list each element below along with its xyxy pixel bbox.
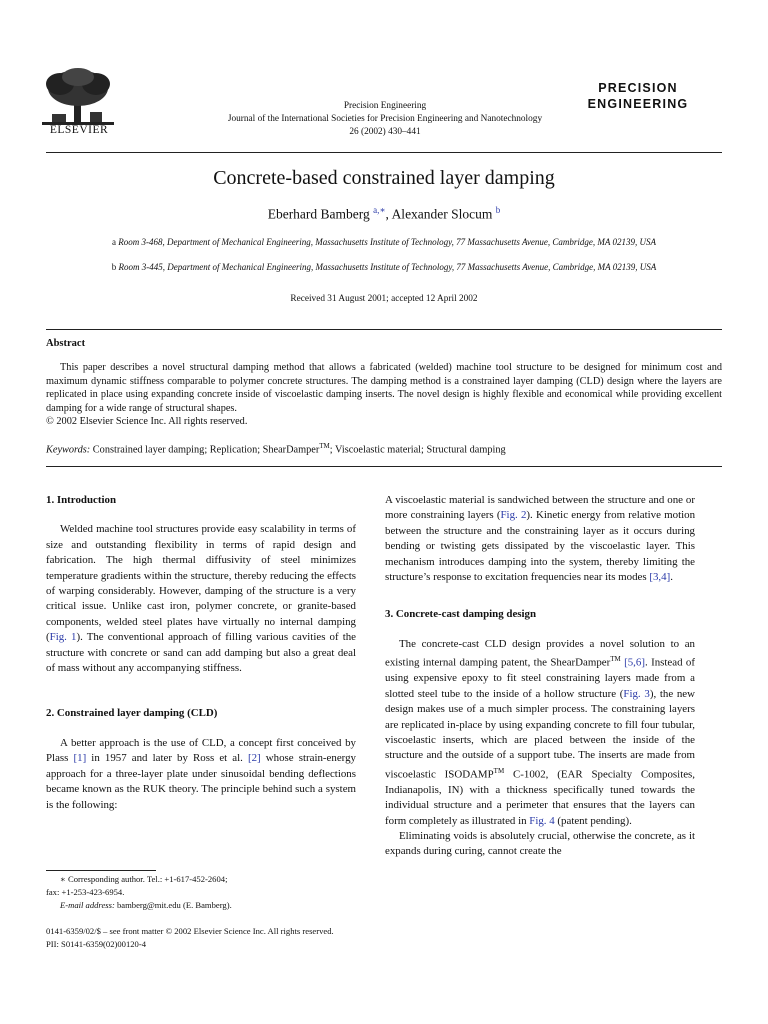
paragraph-text: ), the new design makes use of a much simpler process. The constraining layers are replicated in-place by using expanding concrete to fill four tubular, viscoelastic inserts, which are placed between the inside of the structure and the outside of a support tube. The inserts are made from viscoelastic ISODAMP [385, 687, 696, 781]
abstract-body [46, 361, 722, 429]
trademark-mark: TM [493, 766, 505, 775]
journal-brand [578, 80, 698, 112]
footnote-line: fax: +1-253-423-6954. [46, 887, 125, 897]
figure-link[interactable]: Fig. 4 [529, 814, 555, 827]
email-address[interactable]: bamberg@mit.edu (E. Bamberg). [114, 900, 232, 910]
paragraph-text: ). The conventional approach of filling various cavities of the structure with concrete or sand can add damping but also a great deal of mass without any accompanying stiffness. [46, 631, 357, 675]
paragraph-text: A viscoelastic material is sandwiched between the structure and one or more constraining layers ( [385, 494, 695, 522]
footnote-email-line [46, 899, 356, 912]
figure-link[interactable]: Fig. 2 [500, 509, 527, 522]
affiliation-b [110, 261, 658, 274]
author-name: Alexander Slocum [391, 206, 493, 222]
author-name: Eberhard Bamberg [267, 206, 370, 222]
author-affil-link[interactable]: b [495, 205, 501, 215]
paragraph-text: whose strain-energy approach for a three-layer plate under sinusoidal bending deflections became known as the RUK theory. The principle behind such a system is the following: [46, 752, 356, 811]
pii-line: PII: S0141-6359(02)00120-4 [46, 938, 147, 949]
keywords-text: Constrained layer damping; Replication; ShearDamper [90, 444, 320, 456]
abstract-text: This paper describes a novel structural damping method that allows a fabricated (welded) machine tool structure to be designed for minimum cost and maximum dynamic stiffness comparable to polymer concrete structures. The damping method is a constrained layer damping (CLD) design where the layers are replicated in place using expanding concrete inside of viscoelastic damping inserts. The novel design is highly flexible and economical while providing excellent damping for a wide range of structural shapes. [46, 362, 722, 414]
journal-full-name: Journal of the International Societies for Precision Engineering and Nanotechnology [227, 114, 543, 124]
journal-citation: 26 (2002) 430–441 [349, 127, 421, 137]
keywords-label: Keywords: [46, 444, 91, 456]
affiliation-mark: a [111, 237, 116, 247]
reference-link[interactable]: [5,6] [624, 656, 645, 669]
trademark-mark: TM [319, 442, 330, 450]
email-label: E-mail address: [60, 900, 115, 910]
section-heading: 2. Constrained layer damping (CLD) [46, 707, 218, 720]
received-dates: Received 31 August 2001; accepted 12 April 2002 [290, 294, 478, 304]
reference-link[interactable]: [2] [247, 752, 261, 765]
author-affil-link[interactable]: a,∗ [373, 205, 386, 215]
keywords [46, 442, 722, 455]
figure-link[interactable]: Fig. 3 [623, 687, 650, 700]
affiliation-mark: b [111, 262, 117, 272]
abstract-heading: Abstract [46, 338, 86, 349]
journal-name: Precision Engineering [343, 101, 427, 111]
paragraph: Eliminating voids is absolutely crucial, otherwise the concrete, as it expands during curing, cannot create the [385, 829, 695, 858]
paragraph-text: ). Kinetic energy from relative motion between the structure and the constraining layer as it occurs during bending or twisting gets dissipated by the viscoelastic layer. This mechanism introduces damping into the system, thereby limiting the structure’s response to excitation frequencies near its modes [385, 509, 696, 584]
front-matter-info [46, 925, 334, 950]
footnote [46, 870, 356, 912]
reference-link[interactable]: [1] [73, 752, 87, 765]
figure-link[interactable]: Fig. 1 [49, 631, 77, 644]
brand-line-1: PRECISION [598, 81, 678, 95]
author-list [46, 205, 722, 223]
paragraph-text: A better approach is the use of CLD, a concept first conceived by Plass [46, 736, 356, 765]
paragraph-text: C-1002, (EAR Specialty Composites, Indianapolis, IN) with a thickness specifically tuned towards the individual structure and a perimeter that ensures that the layers can form completely as illustrated in [385, 768, 696, 827]
article-title: Concrete-based constrained layer damping [213, 167, 555, 189]
trademark-mark: TM [610, 655, 621, 664]
footnote-line: ∗ Corresponding author. Tel.: +1-617-452-2604; [60, 874, 228, 884]
paragraph-text: Welded machine tool structures provide easy scalability in terms of size and outstanding flexibility in terms of rapid design and fabrication. The high thermal diffusivity of steel minimizes temperature gradients within the structure, thereby reducing the effects of warping considerably. However, damping of the structure is a very critical issue. Unlike cast iron, polymer concrete, or granite-based components, welded steel plates have virtually no internal damping ( [46, 523, 356, 644]
publisher-name: ELSEVIER [49, 124, 109, 136]
paragraph [46, 522, 356, 676]
affiliation-a [110, 236, 658, 249]
paragraph [385, 637, 695, 829]
keywords-text: ; Viscoelastic material; Structural damping [329, 444, 506, 456]
header-rule [46, 152, 722, 153]
issn-line: 0141-6359/02/$ – see front matter © 2002 Elsevier Science Inc. All rights reserved. [46, 926, 334, 936]
brand-line-2: ENGINEERING [587, 97, 689, 111]
paragraph [46, 736, 356, 813]
section-heading: 1. Introduction [46, 494, 116, 506]
paragraph-text: . Instead of using expensive epoxy to fit steel constraining layers made from a slotted steel tube to the inside of a hollow structure ( [385, 656, 695, 700]
paragraph [385, 493, 695, 585]
journal-header [150, 100, 620, 139]
abstract-top-rule [46, 329, 722, 330]
reference-link[interactable]: [3,4] [649, 571, 671, 584]
footnote-rule [46, 870, 156, 871]
author-separator: , [385, 206, 392, 222]
abstract-copyright: © 2002 Elsevier Science Inc. All rights reserved. [46, 416, 248, 428]
paragraph-text: The concrete-cast CLD design provides a novel solution to an existing internal damping patent, the ShearDamper [385, 637, 695, 669]
paragraph-text: in 1957 and later by Ross et al. [86, 752, 248, 765]
paragraph-text: (patent pending). [554, 814, 632, 827]
right-column [385, 493, 695, 860]
section-heading: 3. Concrete-cast damping design [385, 608, 537, 621]
affiliation-text: Room 3-468, Department of Mechanical Engineering, Massachusetts Institute of Technology, 77 Massachusetts Avenue, Cambridge, MA 02139, USA [118, 237, 657, 247]
paragraph-text: . [670, 571, 673, 584]
affiliation-text: Room 3-445, Department of Mechanical Engineering, Massachusetts Institute of Technology, 77 Massachusetts Avenue, Cambridge, MA 02139, USA [118, 262, 657, 272]
abstract-bottom-rule [46, 466, 722, 467]
left-column [46, 493, 356, 813]
